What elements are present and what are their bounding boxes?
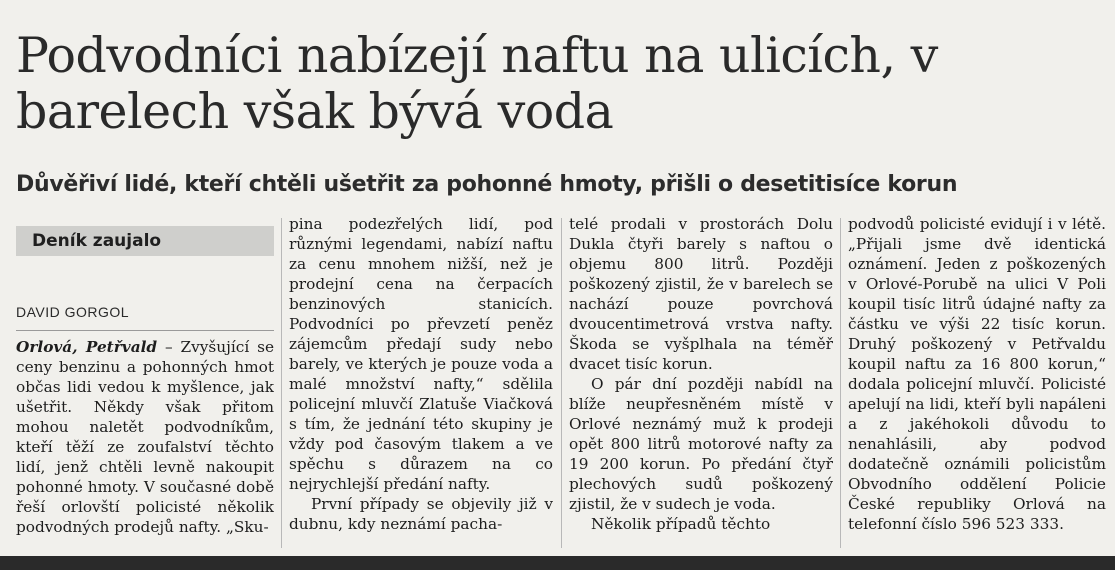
column-divider <box>281 218 282 548</box>
dateline-dash: – <box>157 338 181 356</box>
column-divider <box>840 218 841 548</box>
author-byline: DAVID GORGOL <box>16 304 130 320</box>
column-divider <box>561 218 562 548</box>
subtitle: Důvěřiví lidé, kteří chtěli ušetřit za pohonné hmoty, přišli o desetitisíce korun <box>16 172 958 197</box>
column-1-text: Zvyšující se ceny benzinu a pohonných hmot občas lidi vedou k myšlence, jak ušetřit. Někdy však přitom mohou naletět podvodníkům, kteří těží ze zoufalství těchto lidí, jenž chtěli levně nakoupit pohonné hmoty. V současné době řeší orlovští policisté několik podvodných prodejů nafty. „Sku- <box>16 338 274 536</box>
headline: Podvodníci nabízejí naftu na ulicích, v barelech však bývá voda <box>16 27 938 140</box>
article-body <box>16 214 1106 554</box>
paragraph: pina podezřelých lidí, pod různými legendami, nabízí naftu za cenu mnohem nižší, než je prodejní cena na čerpacích benzinových stanicích. Podvodníci po převzetí peněz zájemcům předají sudy nebo barely, ve kterých je pouze voda a malé množství nafty,“ sdělila policejní mluvčí Zlatuše Viačková s tím, že jednání této skupiny je vždy pod časovým tlakem a ve spěchu s důrazem na co nejrychlejší předání nafty. <box>289 215 553 493</box>
paragraph: Několik případů těchto <box>591 515 771 533</box>
paragraph: První případy se objevily již v dubnu, kdy neznámí pacha- <box>289 495 553 533</box>
column-4 <box>848 214 1106 554</box>
byline-divider <box>16 330 274 331</box>
page-bottom-edge <box>0 556 1115 570</box>
paragraph: O pár dní později nabídl na blíže neupřesněném místě v Orlové neznámý muž k prodeji opět 800 litrů motorové nafty za 19 200 korun. Po předání čtyř plechových sudů poškozený zjistil, že v sudech je voda. <box>569 375 833 513</box>
column-2 <box>289 214 553 554</box>
column-3 <box>569 214 833 554</box>
paragraph: telé prodali v prostorách Dolu Dukla čtyři barely s naftou o objemu 800 litrů. Později poškozený zjistil, že v barelech se nachází pouze povrchová dvoucentimetrová vrstva nafty. Škoda se vyšplhala na téměř dvacet tisíc korun. <box>569 215 833 373</box>
paragraph: podvodů policisté evidují i v létě. „Přijali jsme dvě identická oznámení. Jeden z poškozených v Orlové-Porubě na ulici V Poli koupil tisíc litrů údajné nafty za částku ve výši 22 tisíc korun. Druhý poškozený v Petřvaldu koupil naftu za 16 800 korun,“ dodala policejní mluvčí. Policisté apelují na lidi, kteří byli napáleni a z jakéhokoli důvodu to nenahlásili, aby podvod dodatečně oznámili policistům Obvodního oddělení Policie České republiky Orlová na telefonní číslo 596 523 333. <box>848 215 1106 533</box>
section-badge: Deník zaujalo <box>16 226 274 256</box>
column-1 <box>16 214 274 554</box>
dateline: Orlová, Petřvald <box>16 338 158 356</box>
lead-paragraph <box>16 337 274 537</box>
